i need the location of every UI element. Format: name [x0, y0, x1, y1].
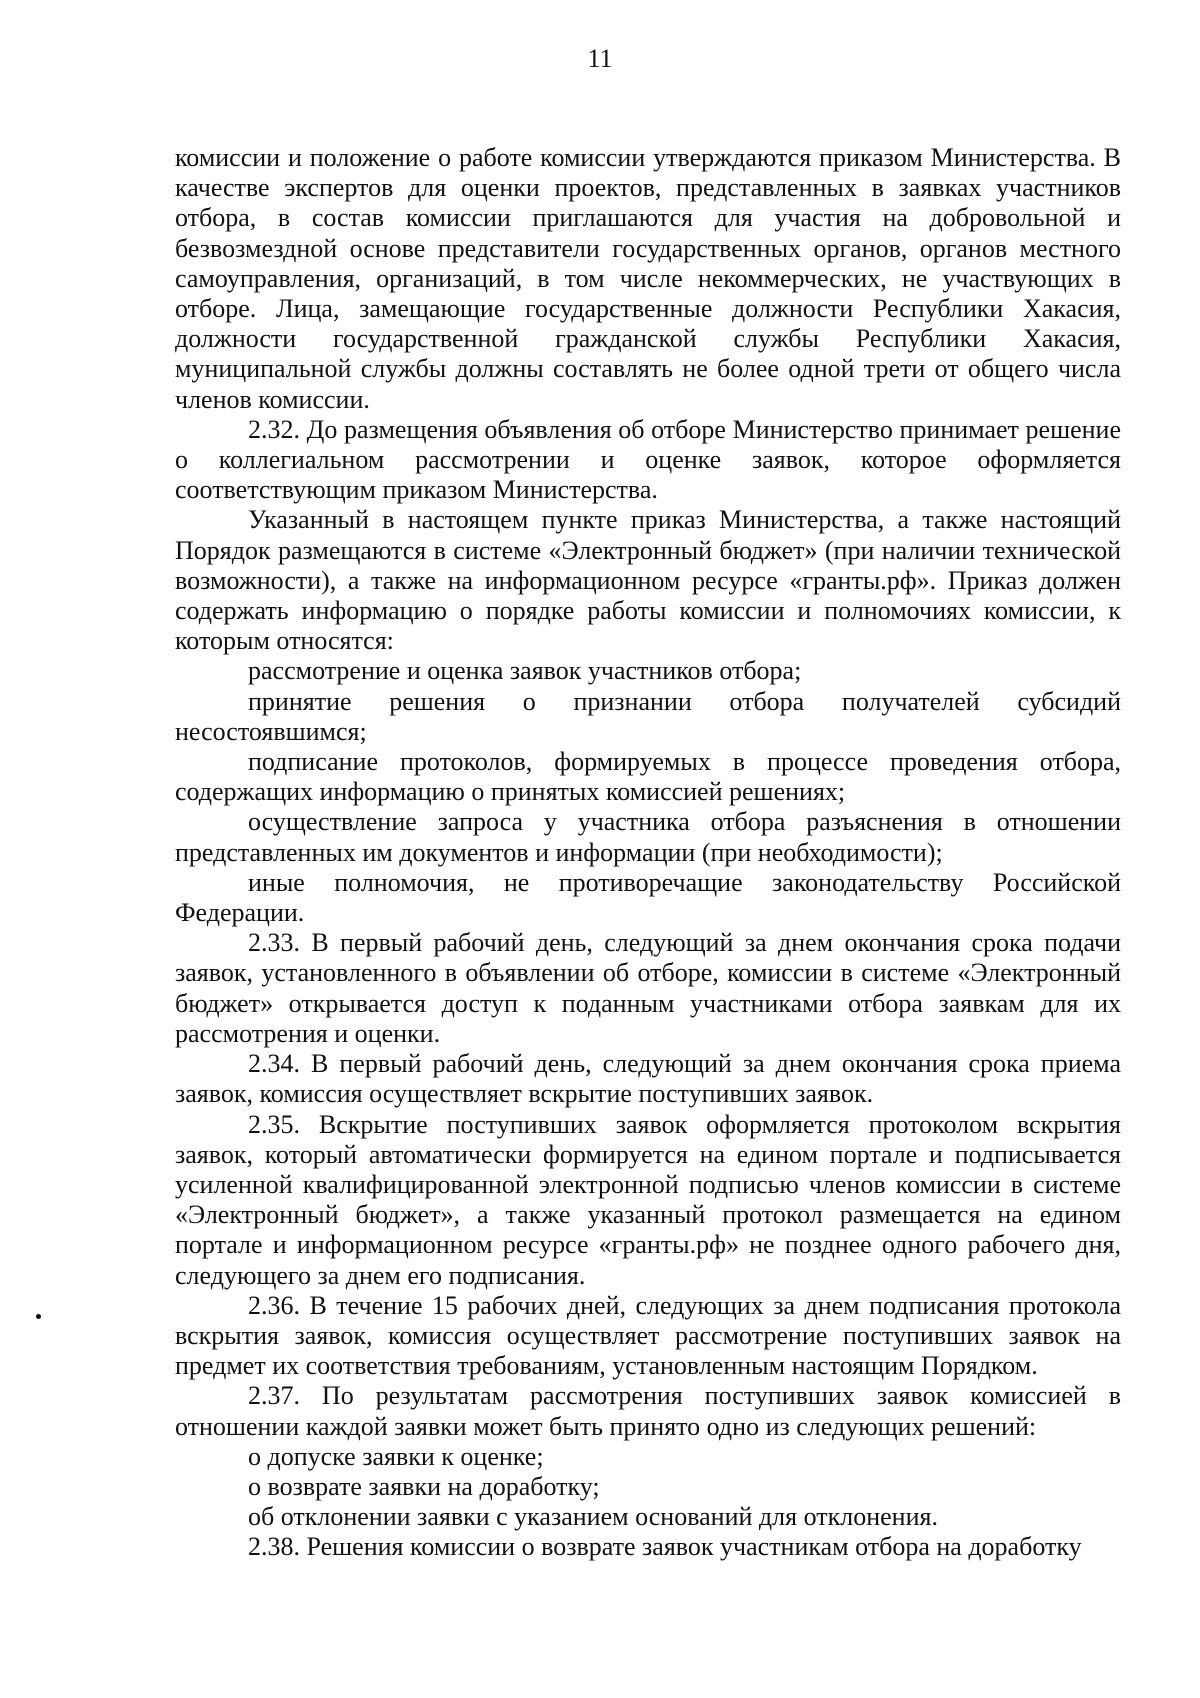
scan-artifact-dot: [36, 1314, 41, 1319]
list-item-return: о возврате заявки на доработку;: [248, 1471, 600, 1501]
list-item-sign-protocols: подписание протоколов, формируемых в процессе проведения отбора, содержащих информацию о принятых комиссией решениях;: [175, 747, 1121, 807]
paragraph-2-38: 2.38. Решения комиссии о возврате заявок участникам отбора на доработку: [248, 1532, 1082, 1562]
list-item-other-powers: иные полномочия, не противоречащие законодательству Российской Федерации.: [175, 867, 1121, 928]
list-item-failed-selection: принятие решения о признании отбора получателей субсидий несостоявшимся;: [175, 686, 1121, 746]
list-item-review: рассмотрение и оценка заявок участников отбора;: [248, 656, 802, 686]
document-body: [175, 143, 1121, 1563]
paragraph-2-34: 2.34. В первый рабочий день, следующий за днем окончания срока приема заявок, комиссия осуществляет вскрытие поступивших заявок.: [175, 1049, 1121, 1109]
list-item-request-clarification: осуществление запроса у участника отбора разъяснения в отношении представленных им документов и информации (при необходимости);: [175, 807, 1121, 867]
paragraph-2-37: 2.37. По результатам рассмотрения поступивших заявок комиссией в отношении каждой заявки может быть принято одно из следующих решений:: [175, 1381, 1121, 1441]
paragraph-2-33: 2.33. В первый рабочий день, следующий за днем окончания срока подачи заявок, установленного в объявлении об отборе, комиссии в системе «Электронный бюджет» открывается доступ к поданным участниками отбора заявкам для их рассмотрения и оценки.: [175, 928, 1121, 1048]
paragraph-order-publication: Указанный в настоящем пункте приказ Министерства, а также настоящий Порядок размещаются в системе «Электронный бюджет» (при наличии технической возможности), а также на информационном ресурсе «гранты.рф». Приказ должен содержать информацию о порядке работы комиссии и полномочиях комиссии, к которым относятся:: [175, 505, 1121, 656]
page-number: 11: [587, 44, 613, 73]
paragraph-2-35: 2.35. Вскрытие поступивших заявок оформляется протоколом вскрытия заявок, который автоматически формируется на едином портале и подписывается усиленной квалифицированной электронной подписью членов комиссии в системе «Электронный бюджет», а также указанный протокол размещается на едином портале и информационном ресурсе «гранты.рф» не позднее одного рабочего дня, следующего за днем его подписания.: [175, 1109, 1121, 1290]
list-item-reject: об отклонении заявки с указанием оснований для отклонения.: [248, 1502, 938, 1532]
list-item-admit: о допуске заявки к оценке;: [248, 1441, 544, 1471]
paragraph-commission-composition: комиссии и положение о работе комиссии утверждаются приказом Министерства. В качестве экспертов для оценки проектов, представленных в заявках участников отбора, в состав комиссии приглашаются для участия на добровольной и безвозмездной основе представители государственных органов, органов местного самоуправления, организаций, в том числе некоммерческих, не участвующих в отборе. Лица, замещающие государственные должности Республики Хакасия, должности государственной гражданской службы Республики Хакасия, муниципальной службы должны составлять не более одной трети от общего числа членов комиссии.: [175, 143, 1121, 414]
paragraph-2-32: 2.32. До размещения объявления об отборе Министерство принимает решение о коллегиальном рассмотрении и оценке заявок, которое оформляется соответствующим приказом Министерства.: [175, 414, 1121, 505]
paragraph-2-36: 2.36. В течение 15 рабочих дней, следующих за днем подписания протокола вскрытия заявок, комиссия осуществляет рассмотрение поступивших заявок на предмет их соответствия требованиям, установленным настоящим Порядком.: [175, 1290, 1121, 1381]
